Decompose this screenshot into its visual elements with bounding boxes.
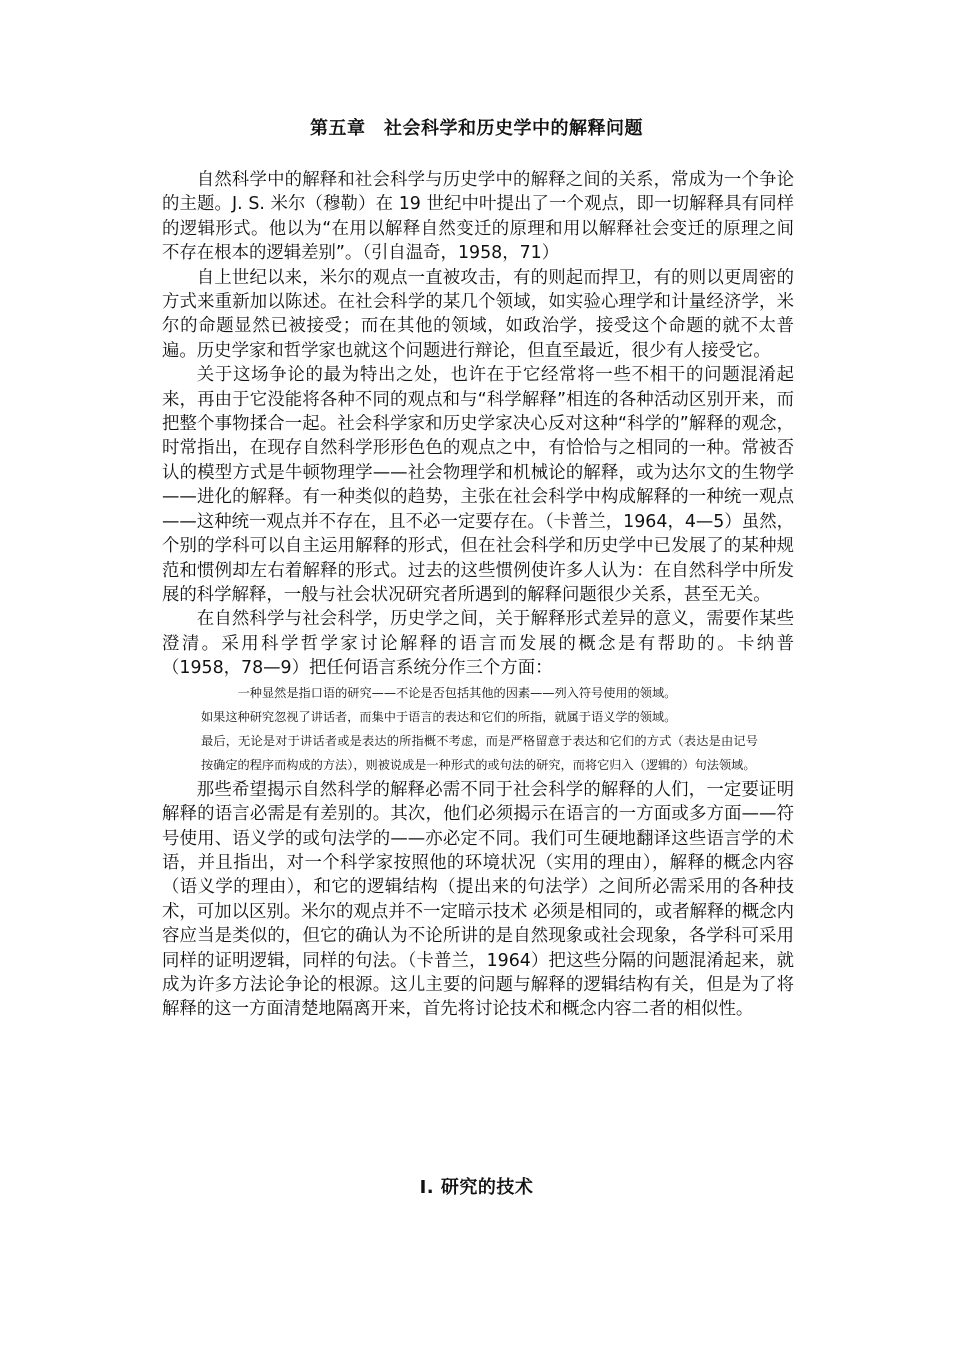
quote-line: 一种显然是指口语的研究——不论是否包括其他的因素——列入符号使用的领域。 <box>237 685 677 700</box>
section-title: I. 研究的技术 <box>419 1177 534 1198</box>
paragraph: 那些希望揭示自然科学的解释必需不同于社会科学的解释的人们，一定要证明解释的语言必需是有差别的。其次，他们必须揭示在语言的一方面或多方面——符号使用、语义学的或句法学的——亦必定不同。我们可生硬地翻译这些语言学的术语，并且指出，对一个科学家按照他的环境状况（实用的理由），解释的概念内容（语义学的理由），和它的逻辑结构（提出来的句法学）之间所必需采用的各种技术，可加以区别。米尔的观点并不一定暗示技术 必须是相同的，或者解释的概念内容应当是类似的，但它的确认为不论所讲的是自然现象或社会现象，各学科可采用同样的证明逻辑，同样的句法。（卡普兰，1964）把这些分隔的问题混淆起来，就成为许多方法论争论的根源。这儿主要的问题与解释的逻辑结构有关，但是为了将解释的这一方面清楚地隔离开来，首先将讨论技术和概念内容二者的相似性。 <box>162 779 794 1020</box>
quote-line: 如果这种研究忽视了讲话者，而集中于语言的表达和它们的所指，就属于语义学的领域。 <box>201 709 677 724</box>
paragraph: 在自然科学与社会科学，历史学之间，关于解释形式差异的意义，需要作某些澄清。采用科学哲学家讨论解释的语言而发展的概念是有帮助的。卡纳普（1958，78—9）把任何语言系统分作三个方面： <box>162 609 794 679</box>
chapter-title: 第五章 社会科学和历史学中的解释问题 <box>310 118 643 139</box>
block-quote <box>162 681 794 778</box>
paragraph: 自然科学中的解释和社会科学与历史学中的解释之间的关系，常成为一个争论的主题。J. S. 米尔（穆勒）在 19 世纪中叶提出了一个观点，即一切解释具有同样的逻辑形式。他以为“在用以解释自然变迁的原理和用以解释社会变迁的原理之间不存在根本的逻辑差别”。（引自温奇，1958，71） <box>162 170 794 264</box>
paragraph: 关于这场争论的最为特出之处，也许在于它经常将一些不相干的问题混淆起来，再由于它没能将各种不同的观点和与“科学解释”相连的各种活动区别开来，而把整个事物揉合一起。社会科学家和历史学家决心反对这种“科学的”解释的观念，时常指出，在现存自然科学形形色色的观点之中，有恰恰与之相同的一种。常被否认的模型方式是牛顿物理学——社会物理学和机械论的解释，或为达尔文的生物学——进化的解释。有一种类似的趋势，主张在社会科学中构成解释的一种统一观点——这种统一观点并不存在，且不必一定要存在。（卡普兰，1964，4—5）虽然，个别的学科可以自主运用解释的形式，但在社会科学和历史学中已发展了的某种规范和惯例却左右着解释的形式。过去的这些惯例使许多人认为：在自然科学中所发展的科学解释，一般与社会状况研究者所遇到的解释问题很少关系，甚至无关。 <box>162 365 794 605</box>
quote-line: 最后，无论是对于讲话者或是表达的所指概不考虑，而是严格留意于表达和它们的方式（表达是由记号按确定的程序而构成的方法），则被说成是一种形式的或句法的研究，而将它归入（逻辑的）句法领域。 <box>201 734 758 773</box>
paragraph: 自上世纪以来，米尔的观点一直被攻击，有的则起而捍卫，有的则以更周密的方式来重新加以陈述。在社会科学的某几个领域，如实验心理学和计量经济学，米尔的命题显然已被接受；而在其他的领域，如政治学，接受这个命题的就不太普遍。历史学家和哲学家也就这个问题进行辩论，但直至最近，很少有人接受它。 <box>162 267 794 361</box>
body-text <box>162 168 794 1022</box>
